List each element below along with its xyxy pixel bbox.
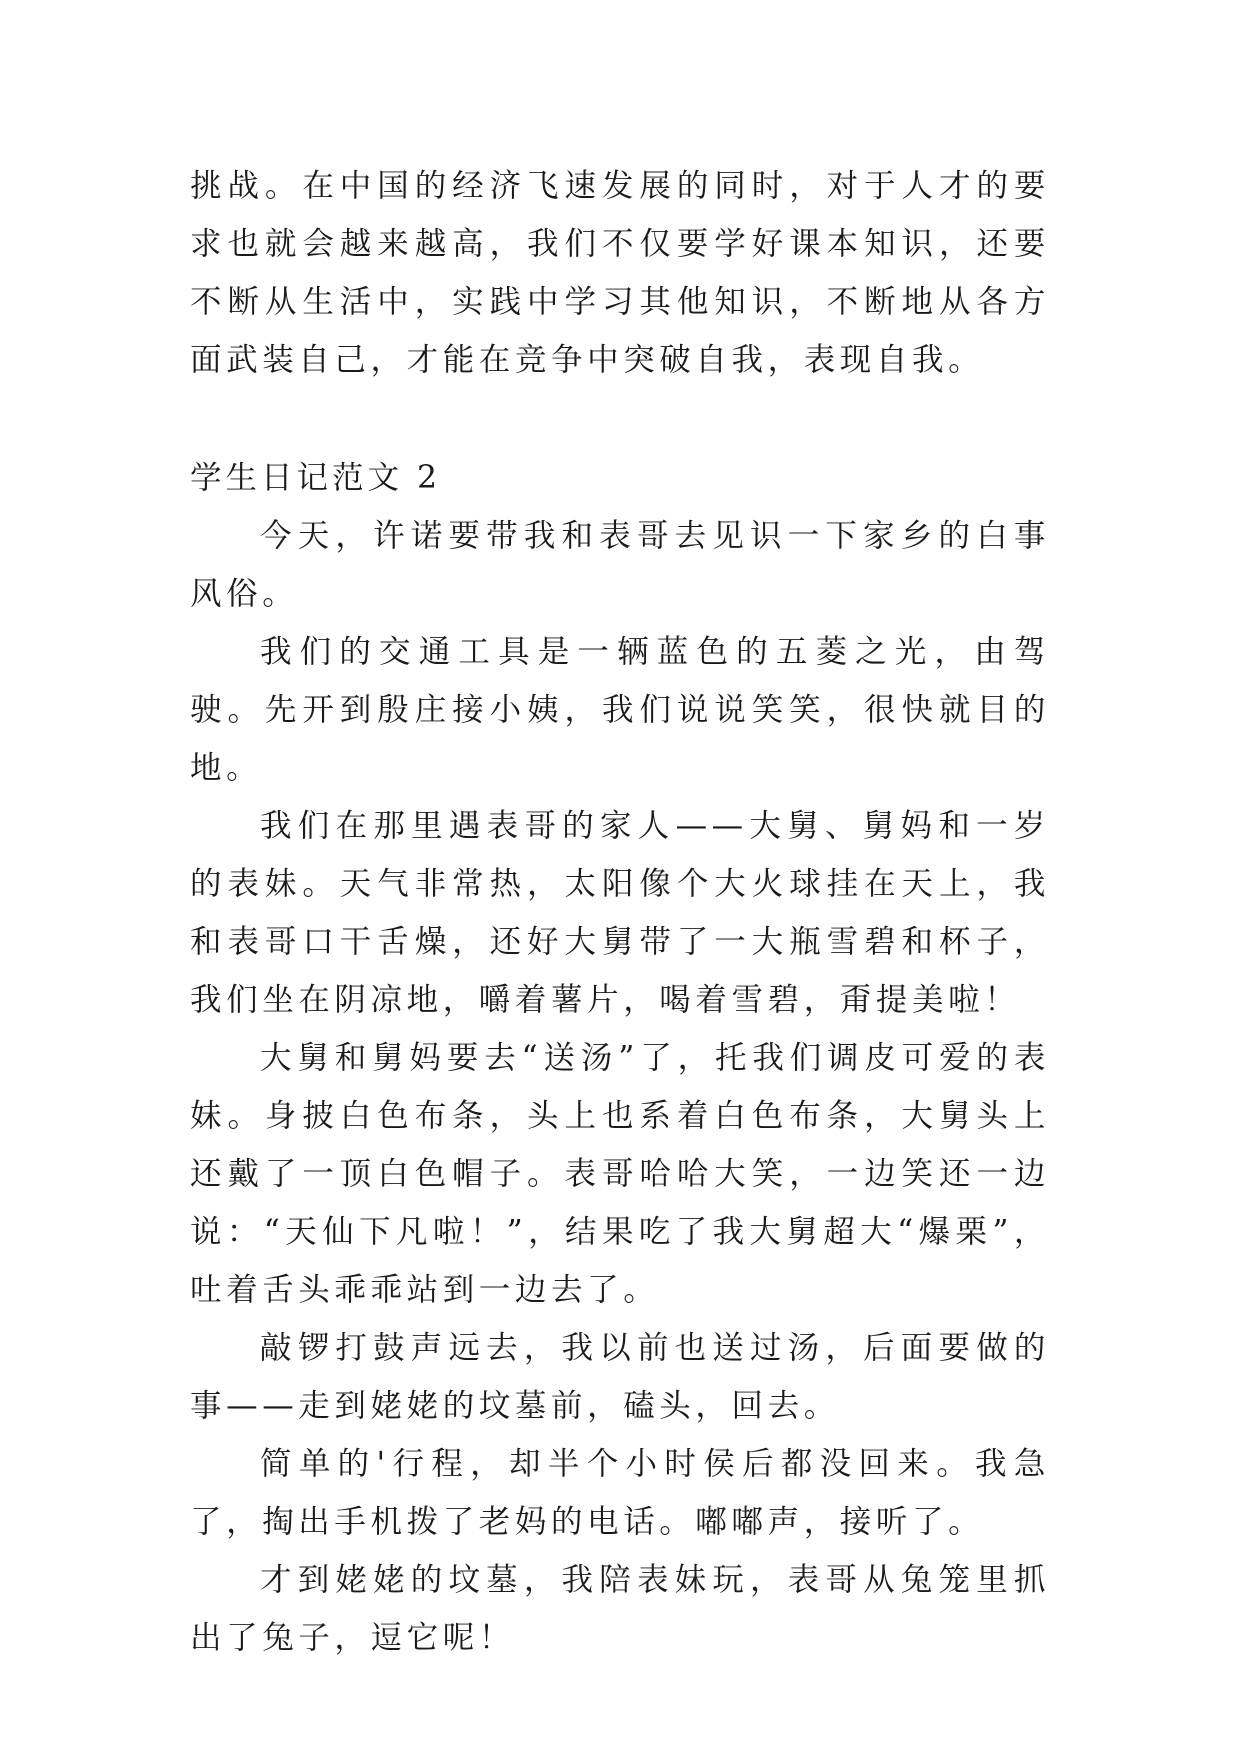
paragraph-1: 今天，许诺要带我和表哥去见识一下家乡的白事风俗。 xyxy=(190,518,1050,612)
document-body xyxy=(190,157,1050,1667)
paragraph-continuation: 挑战。在中国的经济飞速发展的同时，对于人才的要求也就会越来越高，我们不仅要学好课本知识，还要不断从生活中，实践中学习其他知识，不断地从各方面武装自己，才能在竞争中突破自我，表现自我。 xyxy=(190,168,1050,378)
paragraph-5: 敲锣打鼓声远去，我以前也送过汤，后面要做的事——走到姥姥的坟墓前，磕头，回去。 xyxy=(190,1330,1050,1424)
paragraph-7: 才到姥姥的坟墓，我陪表妹玩，表哥从兔笼里抓出了兔子，逗它呢！ xyxy=(190,1562,1050,1656)
paragraph-4: 大舅和舅妈要去“送汤”了，托我们调皮可爱的表妹。身披白色布条，头上也系着白色布条，大舅头上还戴了一顶白色帽子。表哥哈哈大笑，一边笑还一边说：“天仙下凡啦！”，结果吃了我大舅超大“爆栗”，吐着舌头乖乖站到一边去了。 xyxy=(190,1040,1050,1308)
paragraph-2: 我们的交通工具是一辆蓝色的五菱之光，由驾驶。先开到殷庄接小姨，我们说说笑笑，很快就目的地。 xyxy=(190,634,1050,786)
paragraph-6: 简单的'行程，却半个小时侯后都没回来。我急了，掏出手机拨了老妈的电话。嘟嘟声，接听了。 xyxy=(190,1446,1050,1540)
section-heading: 学生日记范文 2 xyxy=(190,460,442,496)
paragraph-3: 我们在那里遇表哥的家人——大舅、舅妈和一岁的表妹。天气非常热，太阳像个大火球挂在天上，我和表哥口干舌燥，还好大舅带了一大瓶雪碧和杯子，我们坐在阴凉地，嚼着薯片，喝着雪碧，甭提美啦！ xyxy=(190,808,1050,1018)
